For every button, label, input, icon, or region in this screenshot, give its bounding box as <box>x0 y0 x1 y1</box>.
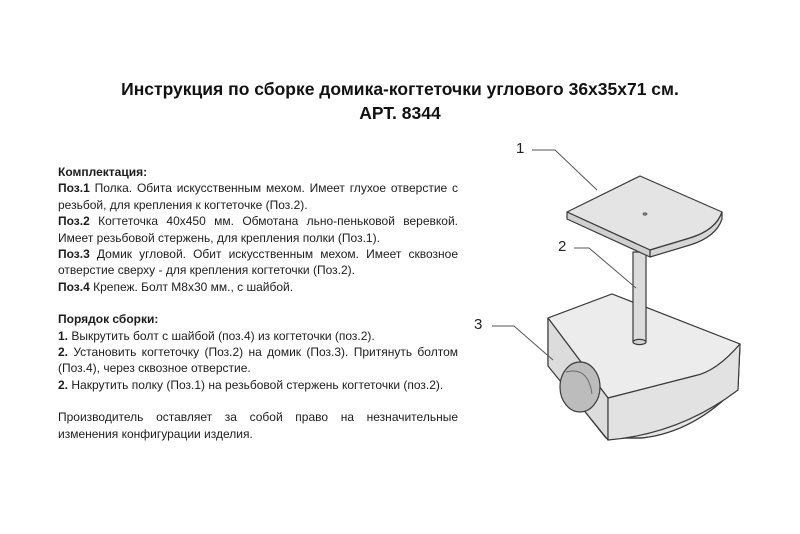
kit-item-text: Полка. Обита искусственным мехом. Имеет глухое отверстие с резьбой, для крепления к когтеточке (Поз.2). <box>58 181 458 212</box>
article-number: АРТ. 8344 <box>359 103 441 123</box>
kit-item-pos: Поз.4 <box>58 279 90 294</box>
step-text: Выкрутить болт с шайбой (поз.4) из когтеточки (поз.2). <box>68 328 375 343</box>
step-number: 1. <box>58 328 69 343</box>
assembly-heading: Порядок сборки: <box>58 312 159 327</box>
kit-item-pos: Поз.2 <box>58 214 90 229</box>
scratching-post-part <box>633 252 646 345</box>
step-number: 2. <box>58 345 69 360</box>
callout-2: 2 <box>558 238 567 255</box>
shelf-part <box>567 176 722 257</box>
step-text: Накрутить полку (Поз.1) на резьбовой стержень когтеточки (поз.2). <box>68 377 444 392</box>
kit-item-text: Крепеж. Болт М8х30 мм., с шайбой. <box>89 279 294 294</box>
callout-3: 3 <box>474 316 483 333</box>
step-text: Установить когтеточку (Поз.2) на домик (Поз.3). Притянуть болтом (Поз.4), через сквозное отверстие. <box>58 345 458 376</box>
manufacturer-note: Производитель оставляет за собой право на незначительные изменения конфигурации изделия. <box>58 410 458 441</box>
kit-item-text: Когтеточка 40х450 мм. Обмотана льно-пеньковой веревкой. Имеет резьбовой стержень, для крепления полки (Поз.1). <box>58 214 458 245</box>
callout-1: 1 <box>516 140 525 157</box>
kit-item-text: Домик угловой. Обит искусственным мехом. Имеет сквозное отверстие сверху - для крепления когтеточки (Поз.2). <box>58 247 458 278</box>
kit-item-pos: Поз.1 <box>58 181 90 196</box>
kit-heading: Комплектация: <box>58 165 148 179</box>
kit-item-pos: Поз.3 <box>58 247 90 262</box>
document-title: Инструкция по сборке домика-когтеточки углового 36х35х71 см. <box>121 79 679 99</box>
step-number: 2. <box>58 377 69 392</box>
